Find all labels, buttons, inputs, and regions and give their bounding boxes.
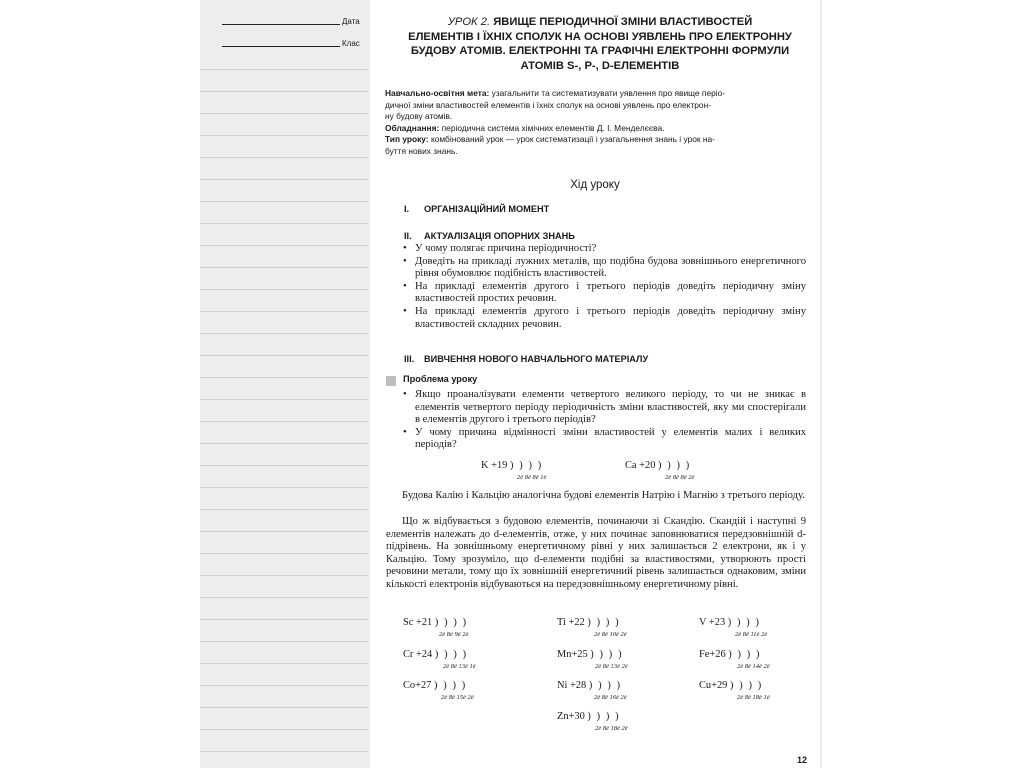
title-line-4: АТОМІВ S-, P-, D-ЕЛЕМЕНТІВ [520, 59, 680, 72]
element-label: Cr +24 [403, 649, 433, 660]
ruled-line [200, 355, 368, 356]
element-label: Fe+26 [699, 649, 726, 660]
ruled-line [200, 289, 368, 290]
shell-arcs: ) ) ) ) [587, 617, 621, 628]
lesson-title [390, 15, 810, 73]
electron-counts: 2ē 8ē 15ē 2ē [441, 694, 474, 701]
goal-text-1: узагальнити та систематизувати уявлення про явище періо- [491, 88, 726, 98]
goal-block [385, 88, 805, 157]
electron-counts: 2ē 8ē 11ē 2ē [735, 631, 768, 638]
ruled-line [200, 421, 368, 422]
ruled-line [200, 179, 368, 180]
lesson-course-heading: Хід уроку [570, 179, 620, 191]
electron-counts: 2ē 8ē 18ē 1ē [737, 694, 770, 701]
ruled-line [200, 641, 368, 642]
element-label: Co+27 [403, 680, 432, 691]
section-title: ОРГАНІЗАЦІЙНИЙ МОМЕНТ [424, 204, 550, 214]
shell-arcs: ) ) ) ) [727, 617, 761, 628]
electron-counts: 2ē 8ē 8ē 2ē [665, 474, 695, 481]
type-text-1: комбінований урок — урок систематизації і узагальнення знань і урок на- [430, 134, 715, 144]
electron-shell [699, 617, 768, 638]
shell-arcs: ) ) ) ) [509, 460, 543, 471]
problem-label: Проблема уроку [403, 374, 478, 384]
electron-counts: 2ē 8ē 8ē 1ē [517, 474, 547, 481]
ruled-line [200, 267, 368, 268]
ruled-line [200, 135, 368, 136]
ruled-line [200, 91, 368, 92]
page-number-box [776, 752, 816, 768]
list-item: • На прикладі елементів другого і третього періодів доведіть періодичну зміну властивостей простих речовин. [403, 281, 806, 306]
problem-list [403, 389, 806, 452]
ruled-line [200, 531, 368, 532]
shell-arcs: ) ) ) ) [588, 680, 622, 691]
ruled-line [200, 399, 368, 400]
page-number: 12 [797, 755, 808, 765]
electron-shell [403, 649, 476, 670]
title-line-2: ЕЛЕМЕНТІВ І ЇХНІХ СПОЛУК НА ОСНОВІ УЯВЛЕНЬ ПРО ЕЛЕКТРОННУ [408, 30, 792, 43]
type-text-2: буття нових знань. [385, 145, 458, 156]
class-line[interactable] [222, 46, 340, 47]
ruled-line [200, 487, 368, 488]
element-label: K +19 [481, 460, 508, 471]
ruled-line [200, 333, 368, 334]
ruled-line [200, 113, 368, 114]
goal-label: Навчально-освітня мета: [385, 88, 490, 98]
ruled-line [200, 443, 368, 444]
electron-shell [557, 649, 628, 670]
section-number: III. [404, 354, 415, 364]
type-label: Тип уроку: [385, 134, 429, 144]
list-item: • У чому полягає причина періодичності? [403, 243, 806, 256]
section-title: ВИВЧЕННЯ НОВОГО НАВЧАЛЬНОГО МАТЕРІАЛУ [424, 354, 649, 364]
ruled-line [200, 223, 368, 224]
class-label: Клас [342, 39, 360, 48]
electron-shell [403, 617, 469, 638]
title-line-3: БУДОВУ АТОМІВ. ЕЛЕКТРОННІ ТА ГРАФІЧНІ ЕЛЕКТРОННІ ФОРМУЛИ [410, 45, 790, 57]
electron-counts: 2ē 8ē 13ē 2ē [595, 663, 628, 670]
electron-shell [699, 680, 770, 701]
shell-arcs: ) ) ) ) [434, 649, 468, 660]
element-label: V +23 [699, 617, 726, 628]
electron-shell [557, 680, 627, 701]
equipment-text: періодична система хімічних елементів Д. І. Менделєєва. [441, 122, 665, 133]
ruled-line [200, 597, 368, 598]
electron-counts: 2ē 8ē 14ē 2ē [737, 663, 770, 670]
ruled-line [200, 157, 368, 158]
lesson-page [370, 0, 820, 768]
notes-column [200, 0, 368, 768]
shell-arcs: ) ) ) ) [590, 649, 624, 660]
list-item: • На прикладі елементів другого і третього періодів доведіть періодичну зміну властивостей складних речовин. [403, 306, 806, 331]
element-label: Cu+29 [699, 680, 728, 691]
electron-shell [699, 649, 770, 670]
shell-arcs: ) ) ) ) [434, 680, 467, 691]
ruled-line [200, 465, 368, 466]
date-line[interactable] [222, 24, 340, 25]
ruled-line [200, 201, 368, 202]
list-item: • Якщо проаналізувати елементи четвертого великого періоду, то чи не зникає в елементів четвертого періоду періодичність зміни властивостей, яку ми спостерігали в елементів другого і третього періодів? [403, 389, 806, 427]
section-heading-1 [404, 204, 549, 214]
electron-shell [557, 711, 628, 732]
shell-arcs: ) ) ) ) [728, 649, 762, 660]
shell-arcs: ) ) ) ) [658, 460, 691, 471]
section-heading-3 [404, 354, 648, 364]
ruled-line [200, 663, 368, 664]
ruled-line [200, 245, 368, 246]
paragraph-2: Що ж відбувається з будовою елементів, починаючи зі Скандію. Скандій і наступні 9 елементів належать до d-елементів, отже, у них починає заповнюватися передзовнішній d-підрівень. На зовнішньому енергетичному рівні у них залишається 2 електрони, як і у Кальцію. Тому зрозуміло, що d-елементи подібні за властивостями, утворюють прості речовини метали, тому що їх зовнішній енергетичний рівень залишається однаковим, зміни кількості електронів відбуваються на передзовнішньому енергетичному рівні. [386, 516, 806, 590]
ruled-line [200, 575, 368, 576]
shell-arcs: ) ) ) ) [587, 711, 621, 722]
actualization-list [403, 243, 806, 331]
section-heading-2 [404, 231, 575, 241]
ruled-line [200, 707, 368, 708]
element-label: Ti +22 [557, 617, 585, 628]
ruled-line [200, 553, 368, 554]
shell-arcs: ) ) ) ) [434, 617, 468, 628]
electron-counts: 2ē 8ē 18ē 2ē [595, 725, 628, 732]
ruled-line [200, 751, 368, 752]
section-title: АКТУАЛІЗАЦІЯ ОПОРНИХ ЗНАНЬ [424, 231, 575, 241]
ruled-line [200, 619, 368, 620]
element-label: Mn+25 [557, 649, 588, 660]
element-label: Sc +21 [403, 617, 433, 628]
goal-text-2: дичної зміни властивостей елементів і їхніх сполук на основі уявлень про електрон- [385, 99, 712, 110]
electron-shell [481, 460, 547, 481]
lesson-number: УРОК 2. [447, 16, 491, 28]
list-item: • У чому причина відмінності зміни властивостей у елементів малих і великих періодів? [403, 427, 806, 452]
list-item: • Доведіть на прикладі лужних металів, що подібна будова зовнішнього енергетичного рівня обумовлює подібність властивостей. [403, 256, 806, 281]
shell-arcs: ) ) ) ) [730, 680, 763, 691]
ruled-line [200, 685, 368, 686]
date-label: Дата [342, 17, 360, 26]
electron-shell [625, 460, 695, 481]
electron-shell [557, 617, 627, 638]
element-label: Ca +20 [625, 460, 656, 471]
electron-counts: 2ē 8ē 13ē 1ē [443, 663, 476, 670]
electron-counts: 2ē 8ē 10ē 2ē [594, 631, 627, 638]
title-line-1: ЯВИЩЕ ПЕРІОДИЧНОЇ ЗМІНИ ВЛАСТИВОСТЕЙ [493, 16, 753, 28]
section-number: I. [404, 204, 410, 214]
ruled-line [200, 377, 368, 378]
paragraph-1: Будова Калію і Кальцію аналогічна будові елементів Натрію і Магнію з третього періоду. [402, 490, 805, 501]
equipment-label: Обладнання: [385, 122, 440, 133]
electron-shell [403, 680, 474, 701]
goal-text-3: ну будову атомів. [385, 111, 453, 121]
electron-counts: 2ē 8ē 9ē 2ē [439, 631, 469, 638]
section-number: II. [404, 231, 412, 241]
element-label: Ni +28 [557, 680, 587, 691]
ruled-line [200, 311, 368, 312]
ruled-line [200, 729, 368, 730]
problem-marker [386, 376, 396, 386]
ruled-line [200, 69, 368, 70]
element-label: Zn+30 [557, 711, 585, 722]
ruled-line [200, 509, 368, 510]
electron-counts: 2ē 8ē 16ē 2ē [594, 694, 627, 701]
